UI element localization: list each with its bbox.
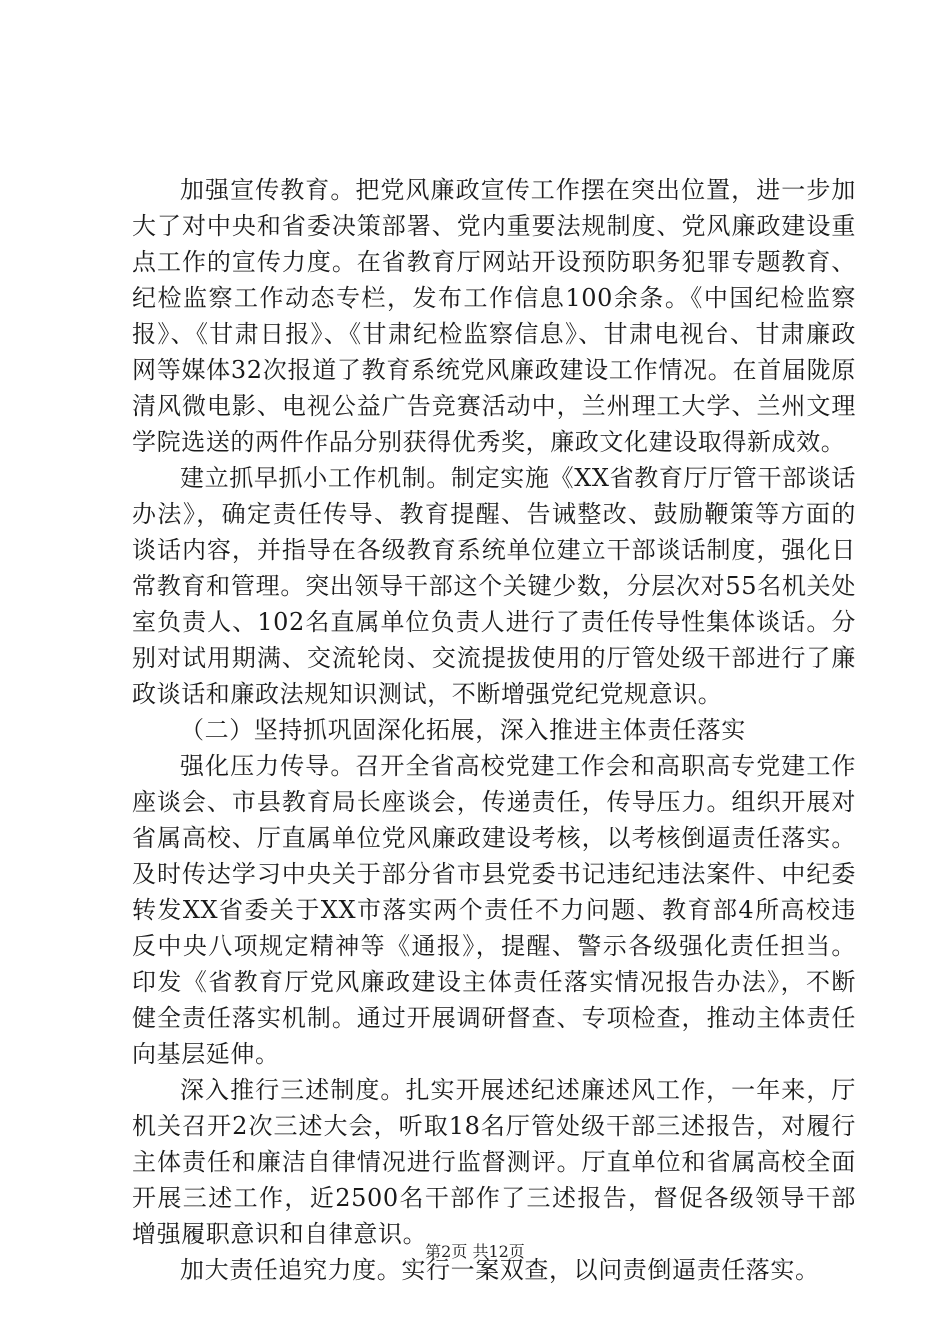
paragraph-pressure-transmission: 强化压力传导。召开全省高校党建工作会和高职高专党建工作座谈会、市县教育局长座谈会，传递责任，传导压力。组织开展对省属高校、厅直属单位党风廉政建设考核，以考核倒逼责任落实。及时传达学习中央关于部分省市县党委书记违纪违法案件、中纪委转发XX省委关于XX市落实两个责任不力问题、教育部4所高校违反中央八项规定精神等《通报》，提醒、警示各级强化责任担当。印发《省教育厅党风廉政建设主体责任落实情况报告办法》，不断健全责任落实机制。通过开展调研督查、专项检查，推动主体责任向基层延伸。 [132, 752, 856, 1068]
paragraph-early-intervention-mechanism: 建立抓早抓小工作机制。制定实施《XX省教育厅厅管干部谈话办法》，确定责任传导、教育提醒、告诫整改、鼓励鞭策等方面的谈话内容，并指导在各级教育系统单位建立干部谈话制度，强化日常教育和管理。突出领导干部这个关键少数，分层次对55名机关处室负责人、102名直属单位负责人进行了责任传导性集体谈话。分别对试用期满、交流轮岗、交流提拔使用的厅管处级干部进行了廉政谈话和廉政法规知识测试，不断增强党纪党规意识。 [132, 464, 856, 708]
document-body [132, 172, 856, 1288]
paragraph-accountability: 加大责任追究力度。实行一案双查，以问责倒逼责任落实。 [180, 1256, 820, 1284]
paragraph-publicity-education: 加强宣传教育。把党风廉政宣传工作摆在突出位置，进一步加大了对中央和省委决策部署、党内重要法规制度、党风廉政建设重点工作的宣传力度。在省教育厅网站开设预防职务犯罪专题教育、纪检监察工作动态专栏，发布工作信息100余条。《中国纪检监察报》、《甘肃日报》、《甘肃纪检监察信息》、甘肃电视台、甘肃廉政网等媒体32次报道了教育系统党风廉政建设工作情况。在首届陇原清风微电影、电视公益广告竞赛活动中，兰州理工大学、兰州文理学院选送的两件作品分别获得优秀奖，廉政文化建设取得新成效。 [132, 176, 856, 456]
page-footer: 第2页 共12页 [425, 1242, 525, 1261]
section-heading: （二）坚持抓巩固深化拓展，深入推进主体责任落实 [180, 716, 746, 744]
paragraph-three-reports-system: 深入推行三述制度。扎实开展述纪述廉述风工作，一年来，厅机关召开2次三述大会，听取18名厅管处级干部三述报告，对履行主体责任和廉洁自律情况进行监督测评。厅直单位和省属高校全面开展三述工作，近2500名干部作了三述报告，督促各级领导干部增强履职意识和自律意识。 [132, 1076, 856, 1248]
